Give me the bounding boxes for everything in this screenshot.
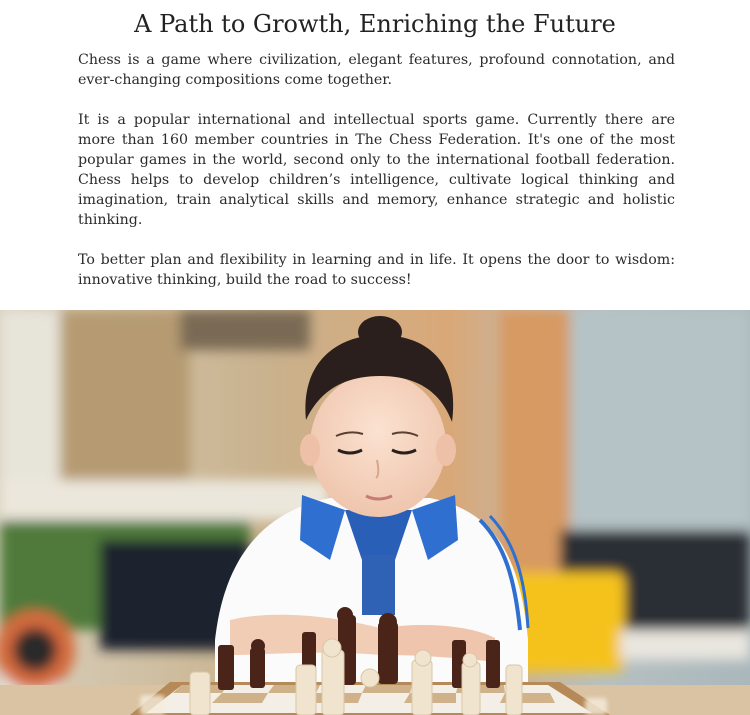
success-paragraph: To better plan and flexibility in learning and in life. It opens the door to wisdom: innovative thinking, build the road to success! — [78, 252, 675, 288]
chess-player-photo — [0, 310, 750, 715]
article-body — [78, 50, 675, 310]
page-title: A Path to Growth, Enriching the Future — [134, 10, 616, 38]
chess-player-illustration — [0, 310, 750, 715]
federation-paragraph: It is a popular international and intellectual sports game. Currently there are more than 160 member countries in The Chess Federation. It's one of the most popular games in the world, second only to the international football federation. Chess helps to develop children’s intelligence, cultivate logical thinking and imagination, train analytical skills and memory, enhance strategic and holistic thinking. — [78, 112, 675, 228]
intro-paragraph: Chess is a game where civilization, elegant features, profound connotation, and ever-changing compositions come together. — [78, 52, 675, 88]
